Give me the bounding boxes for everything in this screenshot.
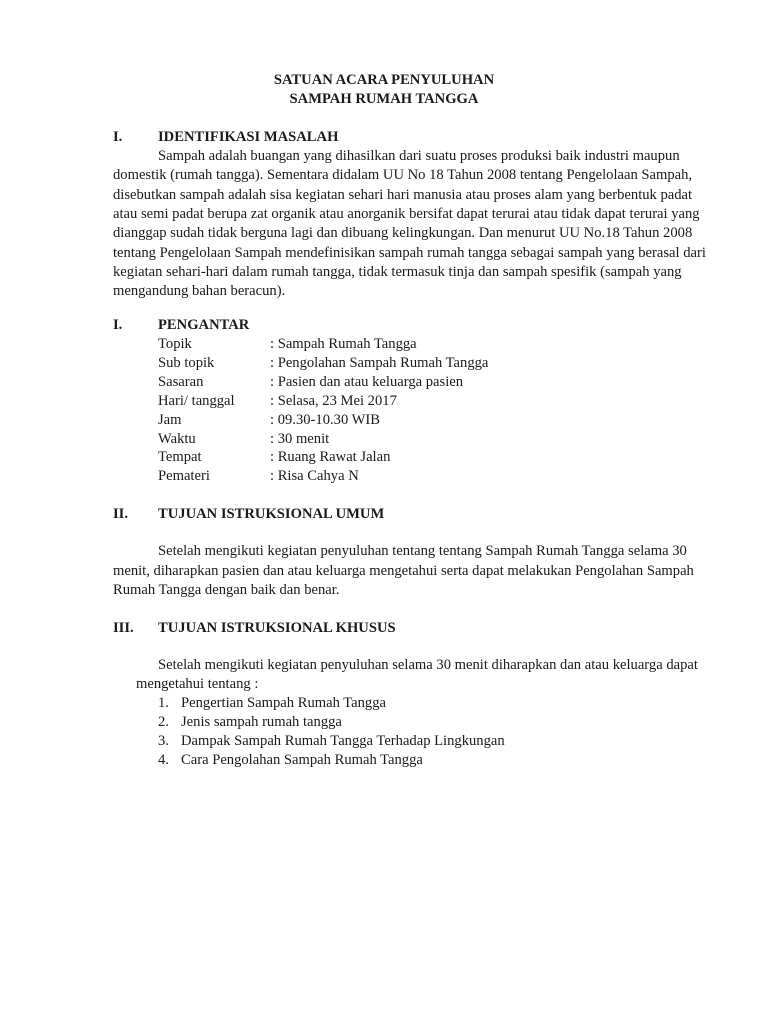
list-number: 1. (158, 695, 169, 711)
doc-subtitle: SAMPAH RUMAH TANGGA (289, 91, 479, 107)
paragraph-line: domestik (rumah tangga). Sementara didalam UU No 18 Tahun 2008 tentang Pengelolaan Sampah, (113, 167, 693, 184)
row-value: : 09.30-10.30 WIB (270, 411, 380, 428)
section-number: III. (113, 620, 134, 636)
row-label: Pemateri (158, 468, 210, 485)
paragraph-line: mengetahui tentang : (136, 676, 259, 692)
row-value: : Risa Cahya N (270, 468, 359, 485)
section-number: I. (113, 129, 123, 145)
row-value: : Selasa, 23 Mei 2017 (270, 392, 397, 409)
section-number: II. (113, 506, 129, 522)
list-number: 3. (158, 733, 169, 749)
row-label: Sasaran (158, 373, 204, 390)
doc-title: SATUAN ACARA PENYULUHAN (273, 72, 495, 88)
list-number: 4. (158, 752, 169, 768)
row-label: Jam (158, 411, 182, 428)
list-text: Pengertian Sampah Rumah Tangga (181, 695, 387, 711)
row-value: : 30 menit (270, 430, 330, 447)
paragraph-line: Rumah Tangga dengan baik dan benar. (113, 582, 340, 598)
row-label: Topik (158, 336, 192, 352)
list-text: Dampak Sampah Rumah Tangga Terhadap Lingkungan (181, 733, 505, 749)
row-value: : Pengolahan Sampah Rumah Tangga (270, 354, 489, 371)
row-value: : Sampah Rumah Tangga (270, 336, 417, 352)
row-label: Hari/ tanggal (158, 392, 235, 409)
list-text: Jenis sampah rumah tangga (181, 714, 342, 730)
section-number: I. (113, 317, 123, 333)
row-label: Sub topik (158, 354, 215, 371)
row-value: : Ruang Rawat Jalan (270, 449, 391, 466)
paragraph-line: mengandung bahan beracun). (113, 283, 286, 300)
row-value: : Pasien dan atau keluarga pasien (270, 373, 464, 390)
paragraph-line: kegiatan sehari-hari dalam rumah tangga, tidak termasuk tinja dan sampah spesifik (sampah yang (113, 263, 682, 280)
paragraph-line: Setelah mengikuti kegiatan penyuluhan tentang tentang Sampah Rumah Tangga selama 30 (158, 543, 687, 559)
row-label: Waktu (158, 430, 196, 447)
section-heading: TUJUAN ISTRUKSIONAL UMUM (158, 506, 385, 522)
paragraph-line: dianggap sudah tidak berguna lagi dan dibuang kelingkungan. Dan menurut UU No.18 Tahun 2008 (113, 225, 693, 242)
row-label: Tempat (158, 449, 202, 466)
list-number: 2. (158, 714, 169, 730)
paragraph-line: atau semi padat berupa zat organik atau anorganik bersifat dapat terurai atau tidak dapat terurai yang (113, 205, 700, 222)
paragraph-line: tentang Pengelolaan Sampah mendefinisikan sampah rumah tangga sebagai sampah yang berasal dari (113, 244, 706, 261)
paragraph-line: menit, diharapkan pasien dan atau keluarga mengetahui serta dapat melakukan Pengolahan Sampah (113, 562, 694, 579)
section-heading: IDENTIFIKASI MASALAH (158, 129, 339, 145)
paragraph-line: Sampah adalah buangan yang dihasilkan dari suatu proses produksi baik industri maupun (158, 148, 680, 164)
list-text: Cara Pengolahan Sampah Rumah Tangga (181, 752, 423, 768)
section-heading: TUJUAN ISTRUKSIONAL KHUSUS (158, 620, 396, 636)
section-heading: PENGANTAR (158, 317, 250, 333)
paragraph-line: Setelah mengikuti kegiatan penyuluhan selama 30 menit diharapkan dan atau keluarga dapat (158, 657, 698, 673)
paragraph-line: disebutkan sampah adalah sisa kegiatan sehari hari manusia atau proses alam yang berbentuk padat (113, 186, 693, 203)
